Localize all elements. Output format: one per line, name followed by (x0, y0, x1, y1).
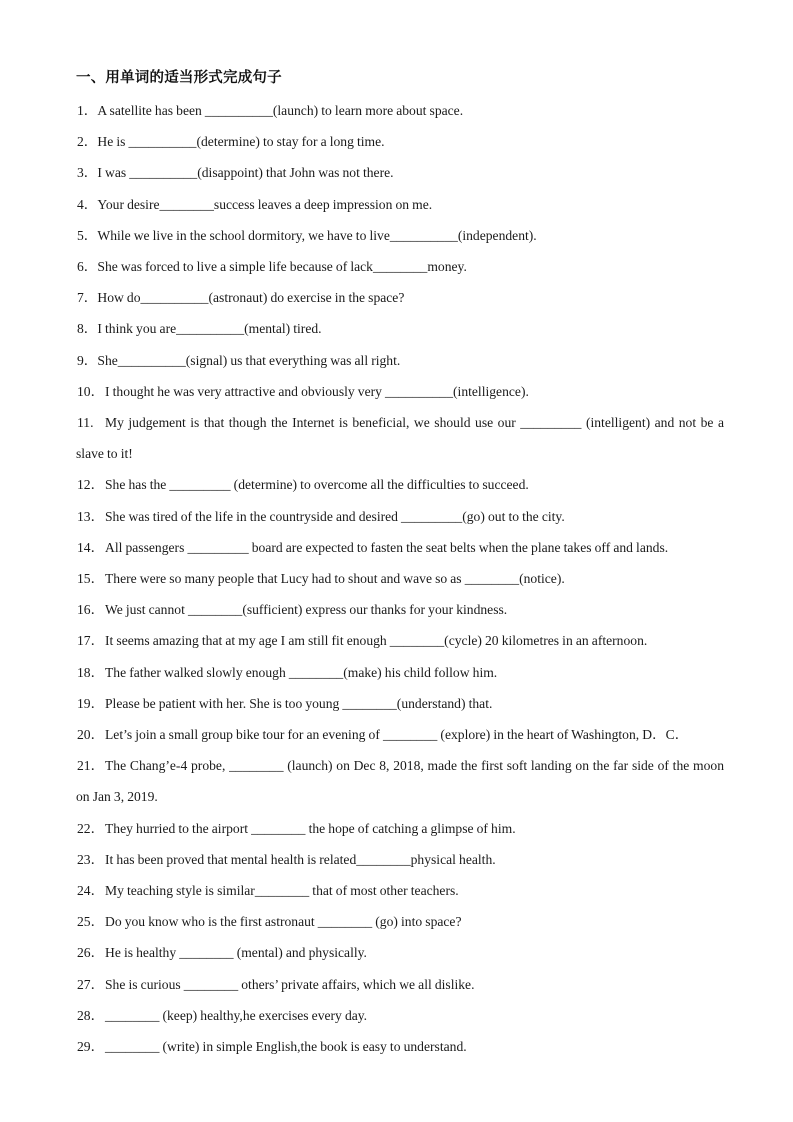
question-text: My teaching style is similar________ that of most other teachers. (105, 883, 459, 899)
question-text: It has been proved that mental health is related________physical health. (105, 851, 496, 867)
question-number: 1． (77, 103, 98, 118)
question-number: 7． (77, 290, 98, 306)
question-number: 18． (77, 664, 105, 680)
question-item (76, 282, 724, 313)
question-item (76, 251, 724, 282)
question-item (76, 407, 724, 469)
question-text: While we live in the school dormitory, we have to live__________(independent). (97, 227, 537, 243)
question-item (76, 126, 724, 157)
question-number: 21． (77, 758, 105, 774)
question-item (76, 313, 724, 344)
question-item (76, 1000, 724, 1031)
question-text: We just cannot ________(sufficient) express our thanks for your kindness. (105, 602, 508, 618)
question-text: Do you know who is the first astronaut ________ (go) into space? (105, 914, 462, 930)
question-number: 11. (77, 415, 94, 431)
question-text: A satellite has been __________(launch) to learn more about space. (97, 103, 464, 118)
question-number: 14． (77, 539, 105, 555)
question-item (76, 532, 724, 563)
question-text: Your desire________success leaves a deep impression on me. (97, 196, 433, 212)
question-item (76, 657, 724, 688)
question-number: 10． (77, 383, 105, 399)
question-text: She was forced to live a simple life because of lack________money. (97, 259, 467, 275)
question-text: She is curious ________ others’ private affairs, which we all dislike. (105, 976, 475, 992)
question-text: The Chang’e-4 probe, ________ (launch) on Dec 8, 2018, made the first soft landing on the far side of the moon on Jan 3, 2019. (76, 758, 724, 805)
section-title: 一、用单词的适当形式完成句子 (76, 70, 282, 86)
question-text: He is healthy ________ (mental) and physically. (105, 945, 367, 961)
question-number: 29． (77, 1039, 105, 1055)
question-text: All passengers _________ board are expected to fasten the seat belts when the plane takes off and lands. (105, 539, 669, 555)
question-text: I think you are__________(mental) tired. (97, 321, 322, 337)
question-item (76, 95, 724, 126)
question-item (76, 719, 724, 750)
question-item (76, 688, 724, 719)
question-number: 6． (77, 259, 98, 275)
question-text: Let’s join a small group bike tour for an evening of ________ (explore) in the heart of Washington, D．C． (105, 727, 689, 743)
question-number: 2． (77, 134, 98, 150)
question-item (76, 376, 724, 407)
question-number: 25． (77, 914, 105, 930)
question-item (76, 875, 724, 906)
question-item (76, 157, 724, 188)
question-item (76, 1031, 724, 1062)
question-number: 28． (77, 1007, 105, 1023)
question-number: 9． (77, 352, 98, 368)
question-item (76, 813, 724, 844)
question-number: 4． (77, 196, 98, 212)
question-text: Please be patient with her. She is too young ________(understand) that. (105, 695, 493, 711)
question-item (76, 189, 724, 220)
question-number: 13． (77, 508, 105, 524)
question-item (76, 220, 724, 251)
question-number: 20． (77, 727, 105, 743)
question-number: 22． (77, 820, 105, 836)
question-text: The father walked slowly enough ________(make) his child follow him. (105, 664, 498, 680)
question-text: My judgement is that though the Internet is beneficial, we should use our _________ (intelligent) and not be a slave to it! (76, 415, 724, 462)
question-number: 27． (77, 976, 105, 992)
question-item (76, 937, 724, 968)
question-text: ________ (keep) healthy,he exercises every day. (105, 1007, 368, 1023)
question-text: I was __________(disappoint) that John was not there. (97, 165, 394, 181)
question-item (76, 469, 724, 500)
question-item (76, 750, 724, 812)
question-number: 19． (77, 695, 105, 711)
question-text: She__________(signal) us that everything was all right. (97, 352, 401, 368)
question-number: 23． (77, 851, 105, 867)
question-number: 26． (77, 945, 105, 961)
question-item (76, 844, 724, 875)
question-list (76, 95, 724, 1062)
question-item (76, 906, 724, 937)
question-item (76, 501, 724, 532)
question-text: It seems amazing that at my age I am still fit enough ________(cycle) 20 kilometres in an afternoon. (105, 633, 648, 649)
question-text: They hurried to the airport ________ the hope of catching a glimpse of him. (105, 820, 516, 836)
question-text: He is __________(determine) to stay for a long time. (97, 134, 385, 150)
question-text: She has the _________ (determine) to overcome all the difficulties to succeed. (105, 477, 529, 493)
question-item (76, 594, 724, 625)
question-number: 12． (77, 477, 105, 493)
question-number: 17． (77, 633, 105, 649)
question-text: I thought he was very attractive and obviously very __________(intelligence). (105, 383, 529, 399)
question-item (76, 969, 724, 1000)
question-text: ________ (write) in simple English,the book is easy to understand. (105, 1039, 467, 1055)
question-number: 8． (77, 321, 98, 337)
question-item (76, 625, 724, 656)
question-text: There were so many people that Lucy had to shout and wave so as ________(notice). (105, 571, 565, 587)
question-number: 3． (77, 165, 98, 181)
question-text: She was tired of the life in the countryside and desired _________(go) out to the city. (105, 508, 565, 524)
question-number: 15． (77, 571, 105, 587)
question-text: How do__________(astronaut) do exercise in the space? (97, 290, 405, 306)
question-number: 16． (77, 602, 105, 618)
question-number: 24． (77, 883, 105, 899)
question-number: 5． (77, 227, 98, 243)
question-item (76, 563, 724, 594)
question-item (76, 345, 724, 376)
